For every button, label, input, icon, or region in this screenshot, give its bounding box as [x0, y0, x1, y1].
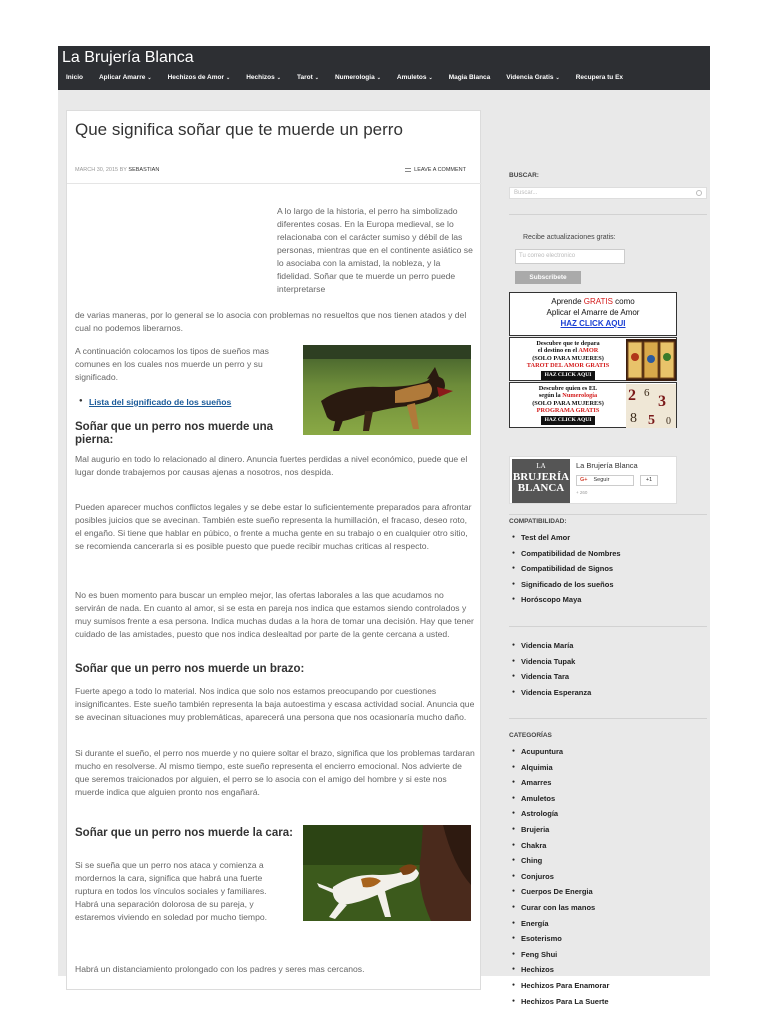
category-item[interactable]: ● Amuletos — [509, 791, 707, 807]
social-widget — [509, 456, 677, 504]
page-wrapper — [58, 46, 710, 1006]
nav-item-label: Videncia Gratis — [506, 74, 554, 81]
comment-icon — [405, 168, 411, 172]
category-item[interactable]: ● Cuerpos De Energia — [509, 884, 707, 900]
follower-count: + 260 — [576, 490, 588, 495]
numerologia-ad-banner[interactable] — [509, 382, 677, 428]
compat-item[interactable]: ● Test del Amor — [509, 530, 707, 546]
ad1-cta[interactable]: HAZ CLICK AQUI — [560, 319, 626, 328]
chevron-down-icon: ⌄ — [428, 75, 433, 81]
compat-label: COMPATIBILIDAD: — [509, 518, 567, 525]
site-title[interactable]: La Brujería Blanca — [62, 49, 194, 66]
google-plus-follow-button[interactable]: G+ Seguir — [576, 475, 634, 486]
intro-paragraph-1: A lo largo de la historia, el perro ha simbolizado diferentes cosas. En la Europa medieval, se lo relacionaba con el carácter sumiso y débil de las personas, mientras que en el continente asiático se lo asociaba con la amistad, la nobleza, y la fidelidad. Soñar que te muerde un perro puede interpretarse — [277, 206, 473, 294]
nav-item-label: Hechizos de Amor — [167, 74, 225, 81]
nav-item-label: Recupera tu Ex — [575, 74, 624, 81]
svg-text:0: 0 — [666, 416, 671, 427]
nav-item-8[interactable] — [498, 73, 567, 88]
article-date: MARCH 30, 2015 — [75, 167, 119, 173]
nav-item-1[interactable] — [91, 73, 160, 88]
plus-one-button[interactable]: +1 — [640, 475, 658, 486]
compat-list — [509, 530, 707, 608]
paragraph-face-1: Si se sueña que un perro nos ataca y comienza a mordernos la cara, significa que habrá una fuerte ruptura en todos los vínculos sociales y familiares. Habrá una separación dolorosa de su pareja, y estaremos viviendo en soledad por mucho tiempo. — [75, 860, 268, 922]
paragraph-leg-3: No es buen momento para buscar un empleo mejor, las ofertas laborales a las que acudamos no servirán de nada. En cuanto al amor, si se esta en pareja nos indica que estamos siendo controlados y muy sumisos frente a esa persona. Indica muchas dudas a la hora de tomar una decisión. Hay que tener cuidado de las amistades, puesto que nos indica deslealtad por parte de la gente cercana a usted. — [75, 590, 474, 639]
main-nav — [58, 73, 710, 88]
category-item[interactable]: ● Hechizos Para La Suerte — [509, 994, 707, 1010]
intro-paragraph-3: A continuación colocamos los tipos de sueños mas comunes en los cuales nos muerde un perro y su significado. — [75, 346, 269, 382]
dream-meanings-link[interactable]: ● Lista del significado de los sueños — [89, 397, 231, 407]
email-field[interactable] — [515, 249, 625, 264]
sidebar-divider — [509, 514, 707, 515]
ad3-cta[interactable]: HAZ CLICK AQUI — [541, 416, 596, 425]
nav-item-3[interactable] — [238, 73, 289, 88]
intro-paragraph-2: de varias maneras, por lo general se lo asocia con problemas no resueltos que nos tienen atados y del cual no podemos liberarnos. — [75, 310, 467, 333]
compat-item[interactable]: ● Compatibilidad de Nombres — [509, 546, 707, 562]
nav-item-label: Inicio — [66, 74, 83, 81]
svg-text:5: 5 — [648, 413, 655, 428]
ad2-cta[interactable]: HAZ CLICK AQUI — [541, 371, 596, 380]
category-item[interactable]: ● Acupuntura — [509, 744, 707, 760]
nav-item-7[interactable] — [441, 73, 499, 88]
chevron-down-icon: ⌄ — [314, 75, 319, 81]
sidebar-divider — [509, 214, 707, 215]
paragraph-face-2: Habrá un distanciamiento prolongado con los padres y seres mas cercanos. — [75, 964, 365, 974]
search-input[interactable] — [509, 187, 707, 199]
category-item[interactable]: ● Curar con las manos — [509, 900, 707, 916]
ad1-line2: Aplicar el Amarre de Amor — [546, 308, 640, 317]
category-item[interactable]: ● Conjuros — [509, 869, 707, 885]
ad3-text: Descubre quien es EL según la Numerología (SOLO PARA MUJERES) PROGRAMA GRATIS HAZ CLICK AQUI — [512, 385, 624, 425]
nav-item-5[interactable] — [327, 73, 389, 88]
nav-item-label: Amuletos — [396, 74, 427, 81]
videncia-item[interactable]: ● Videncia Esperanza — [509, 685, 707, 701]
meta-divider — [67, 183, 482, 184]
videncia-item[interactable]: ● Videncia Tupak — [509, 654, 707, 670]
nav-item-4[interactable] — [289, 73, 327, 88]
email-placeholder: Tu correo electronico — [519, 253, 576, 259]
category-item[interactable]: ● Feng Shui — [509, 947, 707, 963]
nav-item-label: Numerologia — [334, 74, 375, 81]
chevron-down-icon: ⌄ — [226, 75, 231, 81]
chevron-down-icon: ⌄ — [276, 75, 281, 81]
nav-item-0[interactable] — [58, 73, 91, 88]
paragraph-leg-1: Mal augurio en todo lo relacionado al dinero. Anuncia fuertes perdidas a nivel económico, puede que el lugar donde trabajemos por causas ajenas a nosotros, nos despida. — [75, 454, 468, 477]
leave-comment-label: LEAVE A COMMENT — [414, 167, 466, 173]
chevron-down-icon: ⌄ — [147, 75, 152, 81]
sidebar-divider — [509, 718, 707, 719]
brand-logo[interactable]: LA BRUJERÍA BLANCA — [512, 459, 570, 503]
category-item[interactable]: ● Chakra — [509, 838, 707, 854]
category-item[interactable]: ● Energía — [509, 916, 707, 932]
svg-text:3: 3 — [658, 393, 666, 410]
sidebar-divider — [509, 626, 707, 627]
subscribe-button[interactable]: Subscribete — [515, 271, 581, 284]
compat-item[interactable]: ● Compatibilidad de Signos — [509, 561, 707, 577]
numbers-icon — [626, 384, 676, 428]
search-label: BUSCAR: — [509, 172, 539, 179]
article-by: BY — [119, 167, 127, 173]
chevron-down-icon: ⌄ — [376, 75, 381, 81]
category-item[interactable]: ● Esoterismo — [509, 931, 707, 947]
search-icon[interactable] — [696, 190, 702, 196]
nav-item-label: Magia Blanca — [448, 74, 491, 81]
social-page-name[interactable]: La Brujería Blanca — [576, 461, 638, 470]
site-header — [58, 46, 710, 90]
category-item[interactable]: ● Alquimia — [509, 760, 707, 776]
svg-text:6: 6 — [644, 387, 650, 399]
angry-dog-image — [303, 345, 471, 435]
dog-biting-image — [303, 825, 471, 921]
subscribe-text: Recibe actualizaciones gratis: — [523, 234, 616, 241]
nav-item-2[interactable] — [160, 73, 239, 88]
article — [66, 110, 481, 990]
category-item[interactable]: ● Astrología — [509, 806, 707, 822]
videncia-item[interactable]: ● Videncia María — [509, 638, 707, 654]
ad1-line1: Aprende GRATIS como — [551, 297, 635, 306]
categories-label: CATEGORÍAS — [509, 732, 552, 739]
leave-comment-link[interactable] — [405, 167, 466, 173]
category-item[interactable]: ● Brujeria — [509, 822, 707, 838]
category-item[interactable]: ● Hechizos — [509, 962, 707, 978]
nav-item-label: Tarot — [296, 74, 313, 81]
svg-text:2: 2 — [628, 387, 636, 404]
category-item[interactable]: ● Amarres — [509, 775, 707, 791]
compat-item[interactable]: ● Significado de los sueños — [509, 577, 707, 593]
article-meta — [75, 167, 159, 173]
tarot-cards-icon — [626, 339, 676, 381]
tarot-ad-banner[interactable] — [509, 337, 677, 381]
videncia-item[interactable]: ● Videncia Tara — [509, 669, 707, 685]
search-placeholder: Buscar... — [514, 190, 538, 196]
amarre-ad-banner[interactable] — [509, 292, 677, 336]
videncia-list — [509, 638, 707, 700]
compat-item[interactable]: ● Horóscopo Maya — [509, 592, 707, 608]
paragraph-leg-2: Pueden aparecer muchos conflictos legales y se debe estar lo suficientemente preparados para afrontar posibles juicios que se avecinan. También este sueño representa la humillación, el fracaso, deseo roto, el engaño. Si tiene que hablar en púbico, o frente a mucha gente en su trabajo o en cualquier otro sitio, se recomienda cancerarla si es posible puesto que puede recibir muchas criticas al respecto. — [75, 502, 472, 551]
paragraph-arm-1: Fuerte apego a todo lo material. Nos indica que solo nos estamos preocupando por cuestiones insignificantes. Este sueño también representa la baja autoestima y escasa actividad social. Anuncia que se avecinan situaciones muy problemáticas, aparecerá una persona que nos ocasionaría mucho daño. — [75, 686, 475, 722]
article-title: Que significa soñar que te muerde un perro — [75, 120, 403, 139]
google-plus-icon: G+ — [580, 477, 588, 483]
article-author[interactable]: SEBASTIAN — [128, 167, 160, 173]
chevron-down-icon: ⌄ — [555, 75, 560, 81]
heading-leg-bite: Soñar que un perro nos muerde una pierna: — [75, 421, 274, 446]
nav-item-6[interactable] — [389, 73, 441, 88]
nav-item-label: Aplicar Amarre — [98, 74, 146, 81]
paragraph-arm-2: Si durante el sueño, el perro nos muerde y no quiere soltar el brazo, significa que los problemas tardaran mucho en resolverse. Al mismo tiempo, este sueño representa el encierro emocional. Nos advierte de que seremos traicionados por alguien, el perro se lo asocia con el amigo del hombre y si este nos muerde indica que alguien pronto nos engañará. — [75, 748, 475, 797]
ad2-text: Descubre que te depara el destino en el AMOR (SOLO PARA MUJERES) TAROT DEL AMOR GRATIS HAZ CLICK AQUI — [512, 340, 624, 380]
categories-list — [509, 744, 707, 1009]
nav-item-label: Hechizos — [246, 74, 275, 81]
category-item[interactable]: ● Hechizos Para Enamorar — [509, 978, 707, 994]
heading-face-bite: Soñar que un perro nos muerde la cara: — [75, 827, 293, 839]
nav-item-9[interactable] — [568, 73, 631, 88]
category-item[interactable]: ● Ching — [509, 853, 707, 869]
svg-text:8: 8 — [630, 411, 637, 426]
heading-arm-bite: Soñar que un perro nos muerde un brazo: — [75, 663, 305, 675]
